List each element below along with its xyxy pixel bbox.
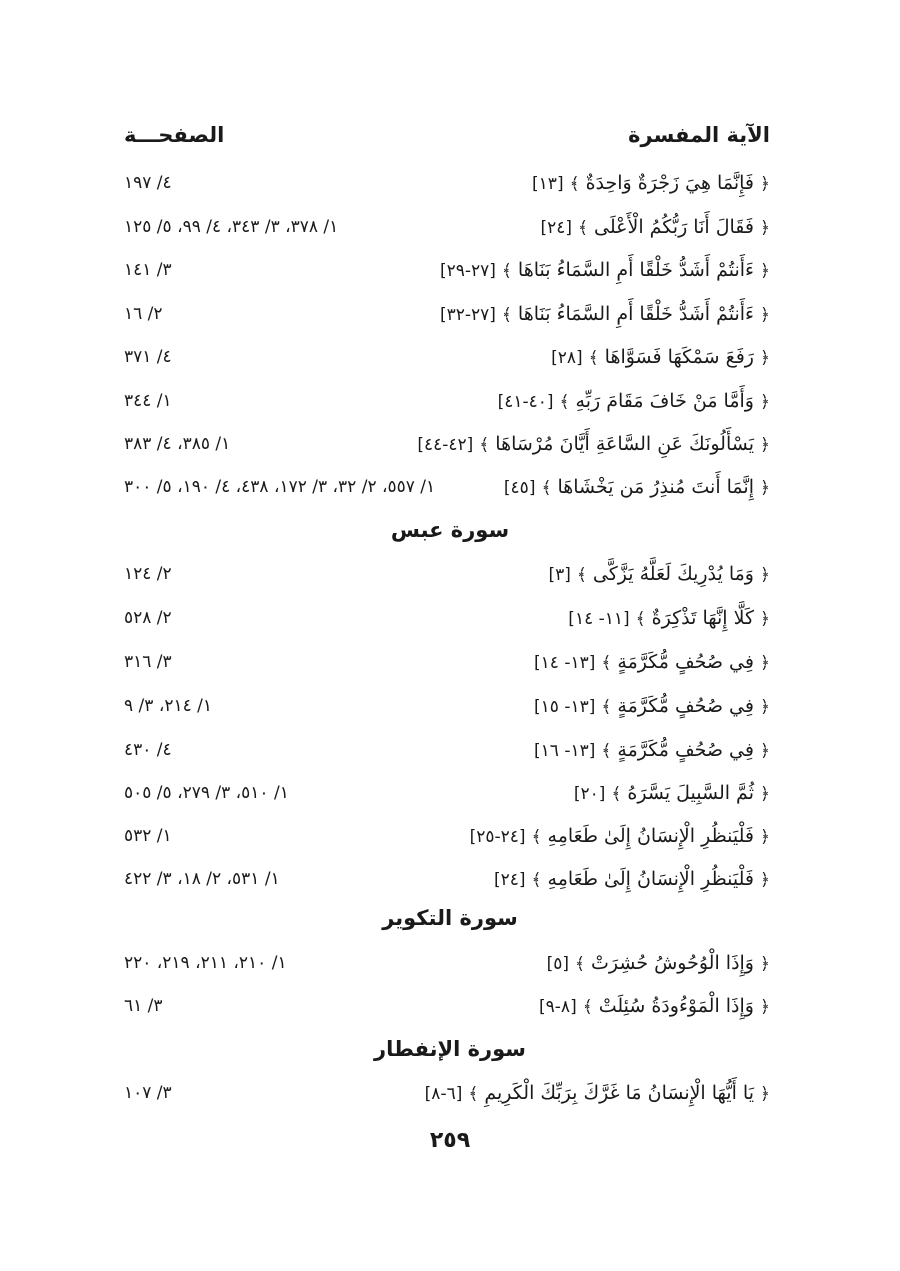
ornate-bracket-open: ﴿ [760,435,770,455]
ornate-bracket-close: ﴾ [569,174,580,194]
verse-number-ref: [٢٤] [493,870,526,890]
ornate-bracket-open: ﴿ [760,827,770,847]
verse-number-ref: [١٣- ١٤] [534,653,596,673]
verse-text: وَإِذَا الْوُحُوشُ حُشِرَتْ [584,952,761,974]
index-row [124,340,770,374]
verse-number-ref: [٢٨] [551,348,583,368]
page-references: ٤/ ١٩٧ [124,173,172,193]
ornate-bracket-close: ﴾ [601,741,612,761]
ornate-bracket-open: ﴿ [760,305,770,325]
page-number: ٢٥٩ [429,1128,471,1153]
page-references: ١/ ٥٣١، ٢/ ١٨، ٣/ ٤٢٢ [124,869,280,889]
verse-text: فَلْيَنظُرِ الْإِنسَانُ إِلَىٰ طَعَامِهِ [541,825,761,847]
page-references: ١/ ٣٧٨، ٣/ ٣٤٣، ٤/ ٩٩، ٥/ ١٢٥ [124,217,339,237]
ornate-bracket-open: ﴿ [760,609,770,629]
verse-number-ref: [٢٧-٢٩] [439,261,496,281]
page-references: ٢/ ١٦ [124,304,163,324]
verse-entry [417,427,770,462]
verse-entry [551,340,770,375]
ornate-bracket-open: ﴿ [760,174,770,194]
index-row [124,989,770,1023]
ornate-bracket-open: ﴿ [760,697,770,717]
index-row [124,601,770,635]
verse-number-ref: [٢٧-٣٢] [439,305,496,325]
ornate-bracket-close: ﴾ [468,1084,479,1104]
page-references: ٢/ ١٢٤ [124,564,172,584]
page-references: ٢/ ٥٢٨ [124,608,172,628]
ornate-bracket-open: ﴿ [760,348,770,368]
ornate-bracket-close: ﴾ [479,435,490,455]
ornate-bracket-open: ﴿ [760,218,770,238]
index-row [124,427,770,461]
index-row [124,689,770,723]
page-references: ١/ ٢١٤، ٣/ ٩ [124,696,212,716]
index-row [124,166,770,200]
verse-entry [534,645,770,680]
ornate-bracket-close: ﴾ [635,609,646,629]
index-row [124,776,770,810]
verse-column-header: الآية المفسرة [628,123,770,147]
page-references: ٣/ ٦١ [124,996,163,1016]
page-references: ١/ ٥١٠، ٣/ ٢٧٩، ٥/ ٥٠٥ [124,783,289,803]
page-references: ١/ ٢١٠، ٢١١، ٢١٩، ٢٢٠ [124,953,287,973]
ornate-bracket-open: ﴿ [760,261,770,281]
verse-number-ref: [٤٠-٤١] [497,392,554,412]
page-references: ١/ ٥٣٢ [124,826,172,846]
verse-number-ref: [٣] [548,565,571,585]
verse-text: وَأَمَّا مَنْ خَافَ مَقَامَ رَبِّهِ [569,390,761,412]
page-references: ١/ ٥٥٧، ٢/ ٣٢، ٣/ ١٧٢، ٤٣٨، ٤/ ١٩٠، ٥/ ٣٠٠ [124,477,436,497]
verse-text: وَمَا يُدْرِيكَ لَعَلَّهُ يَزَّكَّى [586,563,761,585]
verse-number-ref: [١١- ١٤] [568,609,630,629]
surah-title: سورة الإنفطار [374,1037,526,1061]
verse-entry [534,733,770,768]
ornate-bracket-open: ﴿ [760,997,770,1017]
verse-number-ref: [٢٤] [540,218,573,238]
index-row [124,470,770,504]
surah-title: سورة التكوير [382,906,518,930]
verse-number-ref: [٨-٩] [539,997,577,1017]
index-row [124,297,770,331]
verse-number-ref: [٤٥] [503,478,536,498]
verse-entry [548,557,770,592]
verse-number-ref: [١٣- ١٦] [534,741,596,761]
verse-text: فِي صُحُفٍ مُّكَرَّمَةٍ [611,739,761,761]
page-references: ٣/ ١٠٧ [124,1083,172,1103]
index-row [124,645,770,679]
verse-text: فِي صُحُفٍ مُّكَرَّمَةٍ [611,695,761,717]
verse-entry [425,1076,770,1111]
ornate-bracket-close: ﴾ [575,954,585,974]
verse-text: يَا أَيُّهَا الْإِنسَانُ مَا غَرَّكَ بِرَبِّكَ الْكَرِيمِ [478,1082,761,1104]
ornate-bracket-open: ﴿ [760,1084,770,1104]
ornate-bracket-open: ﴿ [760,565,770,585]
ornate-bracket-close: ﴾ [601,697,612,717]
ornate-bracket-close: ﴾ [501,261,512,281]
page-references: ١/ ٣٤٤ [124,391,172,411]
page-references: ٤/ ٣٧١ [124,347,172,367]
page-column-header: الصفحـــة [124,123,225,147]
page-references: ٣/ ٣١٦ [124,652,172,672]
verse-entry [540,210,770,245]
verse-entry [539,989,770,1024]
ornate-bracket-close: ﴾ [578,218,588,238]
verse-number-ref: [٤٢-٤٤] [417,435,474,455]
verse-number-ref: [٦-٨] [424,1084,463,1104]
verse-entry [568,601,770,636]
ornate-bracket-close: ﴾ [541,478,552,498]
ornate-bracket-close: ﴾ [501,305,512,325]
ornate-bracket-open: ﴿ [760,954,770,974]
verse-text: رَفَعَ سَمْكَهَا فَسَوَّاهَا [598,346,761,368]
verse-entry [547,946,770,981]
index-row [124,819,770,853]
ornate-bracket-close: ﴾ [531,827,542,847]
verse-entry [440,297,770,332]
index-row [124,384,770,418]
index-row [124,1076,770,1110]
verse-text: فَقَالَ أَنَا رَبُّكُمُ الْأَعْلَى [588,216,761,238]
verse-text: يَسْأَلُونَكَ عَنِ السَّاعَةِ أَيَّانَ مُرْسَاهَا [489,433,761,455]
verse-entry [532,166,770,201]
verse-text: ءَأَنتُمْ أَشَدُّ خَلْقًا أَمِ السَّمَاءُ بَنَاهَا [511,259,761,281]
ornate-bracket-close: ﴾ [531,870,542,890]
verse-entry [534,689,770,724]
surah-title: سورة عبس [390,518,510,542]
ornate-bracket-close: ﴾ [582,997,593,1017]
index-row [124,946,770,980]
verse-number-ref: [٥] [546,954,569,974]
ornate-bracket-close: ﴾ [588,348,599,368]
page-references: ١/ ٣٨٥، ٤/ ٣٨٣ [124,434,231,454]
verse-text: وَإِذَا الْمَوْءُودَةُ سُئِلَتْ [592,995,761,1017]
ornate-bracket-open: ﴿ [760,870,770,890]
verse-text: ءَأَنتُمْ أَشَدُّ خَلْقًا أَمِ السَّمَاءُ بَنَاهَا [511,303,761,325]
index-row [124,210,770,244]
verse-text: ثُمَّ السَّبِيلَ يَسَّرَهُ [621,782,761,804]
verse-entry [504,470,770,505]
verse-number-ref: [١٣- ١٥] [534,697,596,717]
verse-text: إِنَّمَا أَنتَ مُنذِرُ مَن يَخْشَاهَا [551,476,761,498]
ornate-bracket-open: ﴿ [760,392,770,412]
verse-text: فَإِنَّمَا هِيَ زَجْرَةٌ وَاحِدَةٌ [579,172,761,194]
index-row [124,862,770,896]
index-row [124,557,770,591]
ornate-bracket-open: ﴿ [760,653,770,673]
index-row [124,253,770,287]
verse-text: فِي صُحُفٍ مُّكَرَّمَةٍ [611,651,761,673]
verse-number-ref: [١٣] [532,174,564,194]
ornate-bracket-open: ﴿ [760,741,770,761]
verse-entry [440,253,770,288]
verse-number-ref: [٢٠] [573,784,606,804]
page-references: ٣/ ١٤١ [124,260,172,280]
verse-entry [470,819,770,854]
ornate-bracket-open: ﴿ [760,784,770,804]
page-references: ٤/ ٤٣٠ [124,740,172,760]
verse-text: فَلْيَنظُرِ الْإِنسَانُ إِلَىٰ طَعَامِهِ [541,868,761,890]
index-row [124,733,770,767]
ornate-bracket-close: ﴾ [576,565,587,585]
verse-entry [498,384,770,419]
ornate-bracket-close: ﴾ [559,392,570,412]
verse-number-ref: [٢٤-٢٥] [469,827,526,847]
verse-entry [494,862,770,897]
ornate-bracket-close: ﴾ [611,784,622,804]
verse-text: كَلَّا إِنَّهَا تَذْكِرَةٌ [645,607,761,629]
ornate-bracket-open: ﴿ [760,478,770,498]
verse-entry [574,776,770,811]
ornate-bracket-close: ﴾ [601,653,612,673]
